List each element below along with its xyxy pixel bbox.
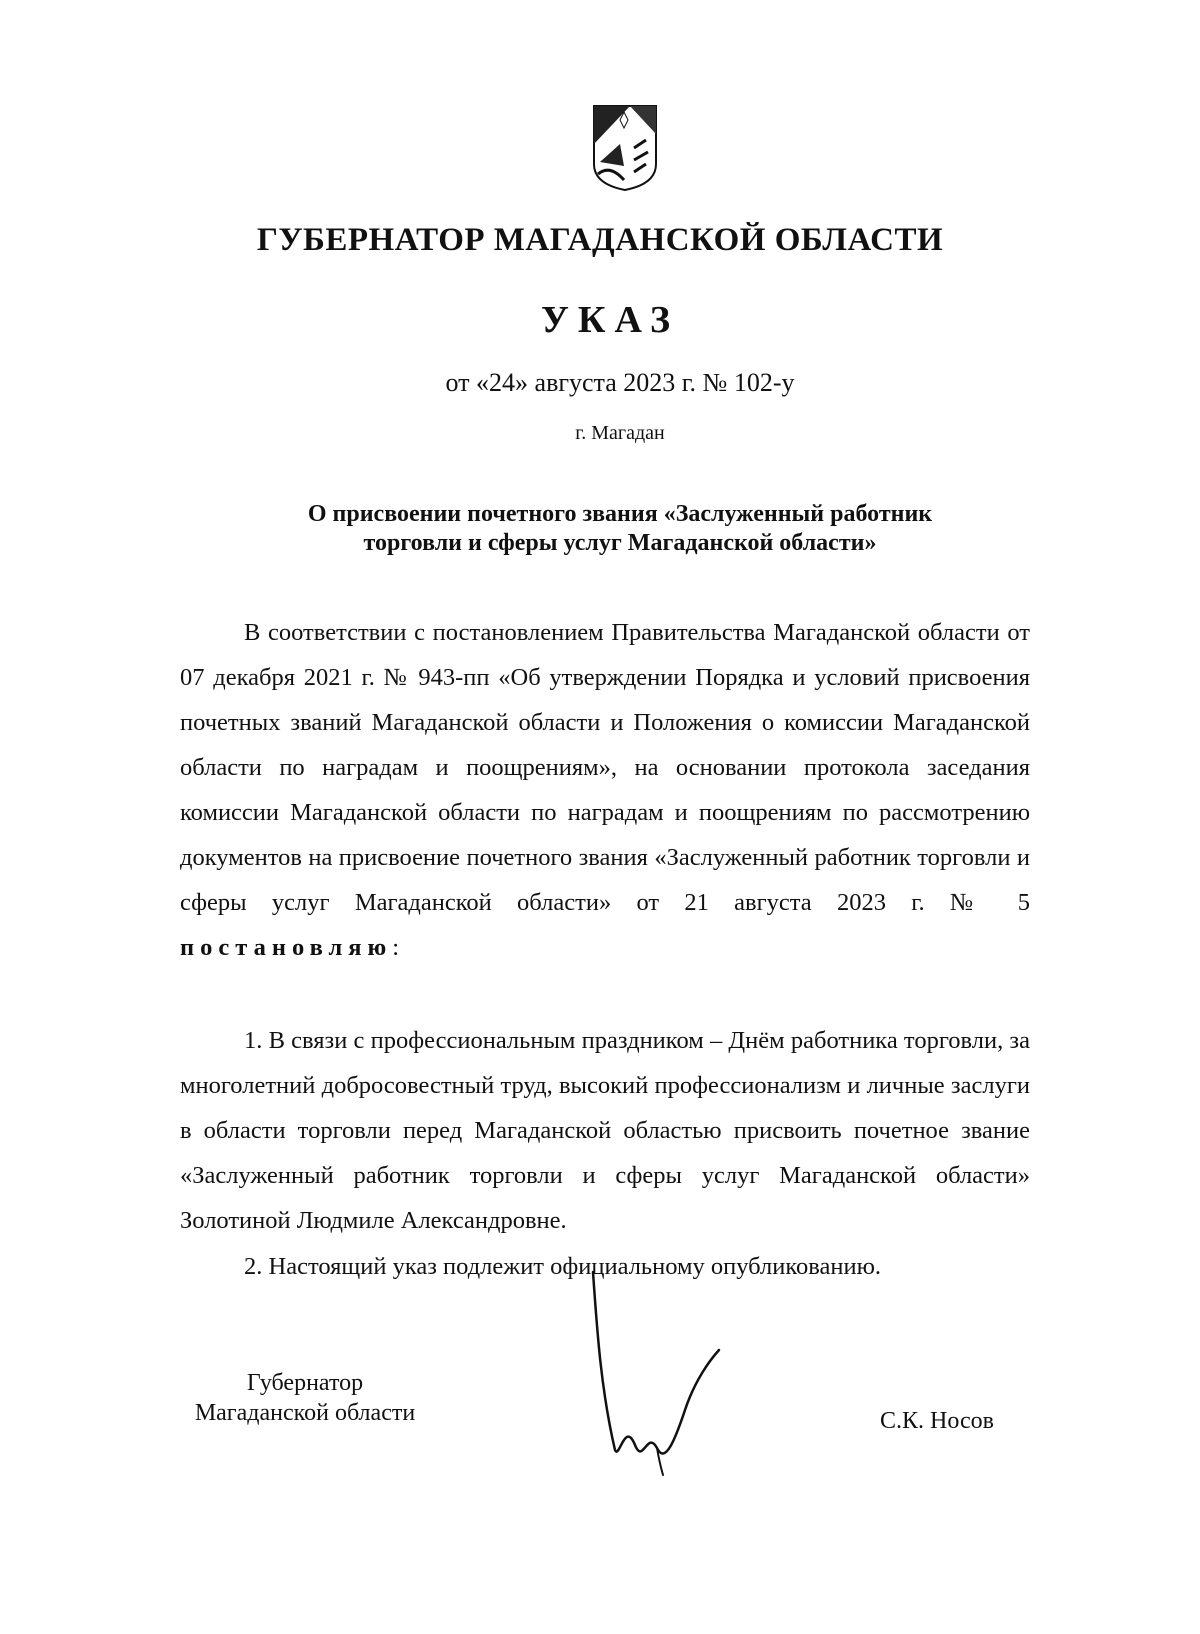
issuing-authority: ГУБЕРНАТОР МАГАДАНСКОЙ ОБЛАСТИ <box>256 222 944 258</box>
document-date-number: от «24» августа 2023 г. № 102-у <box>445 368 795 397</box>
decree-colon: : <box>392 934 400 961</box>
decree-word: постановляю <box>180 934 393 961</box>
subject-line-1: О присвоении почетного звания «Заслуженный работник <box>307 501 933 527</box>
signatory-position-line-2: Магаданской области <box>194 1400 416 1426</box>
signatory-position <box>180 1368 430 1428</box>
document-city: г. Магадан <box>575 422 665 444</box>
subject-line-2: торговли и сферы услуг Магаданской области» <box>363 530 877 556</box>
preamble-paragraph <box>180 610 1030 970</box>
signatory-position-line-1: Губернатор <box>246 1370 364 1396</box>
handwritten-signature-icon <box>585 1270 735 1480</box>
signatory-name: С.К. Носов <box>880 1408 994 1434</box>
clause-1-paragraph: 1. В связи с профессиональным праздником – Днём работника торговли, за многолетний добросовестный труд, высокий профессионализм и личные заслуги в области торговли перед Магаданской областью присвоить почетное звание «Заслуженный работник торговли и сферы услуг Магаданской области» Золотиной Людмиле Александровне. <box>180 1027 1030 1234</box>
document-type-title: УКАЗ <box>541 299 679 341</box>
document-subject <box>20 500 1200 558</box>
preamble-text: В соответствии с постановлением Правительства Магаданской области от 07 декабря 2021 г. № 943-пп «Об утверждении Порядка и условий присвоения почетных званий Магаданской области и Положения о комиссии Магаданской области по наградам и поощрениям», на основании протокола заседания комиссии Магаданской области по наградам и поощрениям по рассмотрению документов на присвоение почетного звания «Заслуженный работник торговли и сферы услуг Магаданской области» от 21 августа 2023 г. № 5 <box>180 619 1030 916</box>
coat-of-arms-icon <box>590 104 660 192</box>
clause-2-paragraph: 2. Настоящий указ подлежит официальному опубликованию. <box>244 1253 882 1280</box>
